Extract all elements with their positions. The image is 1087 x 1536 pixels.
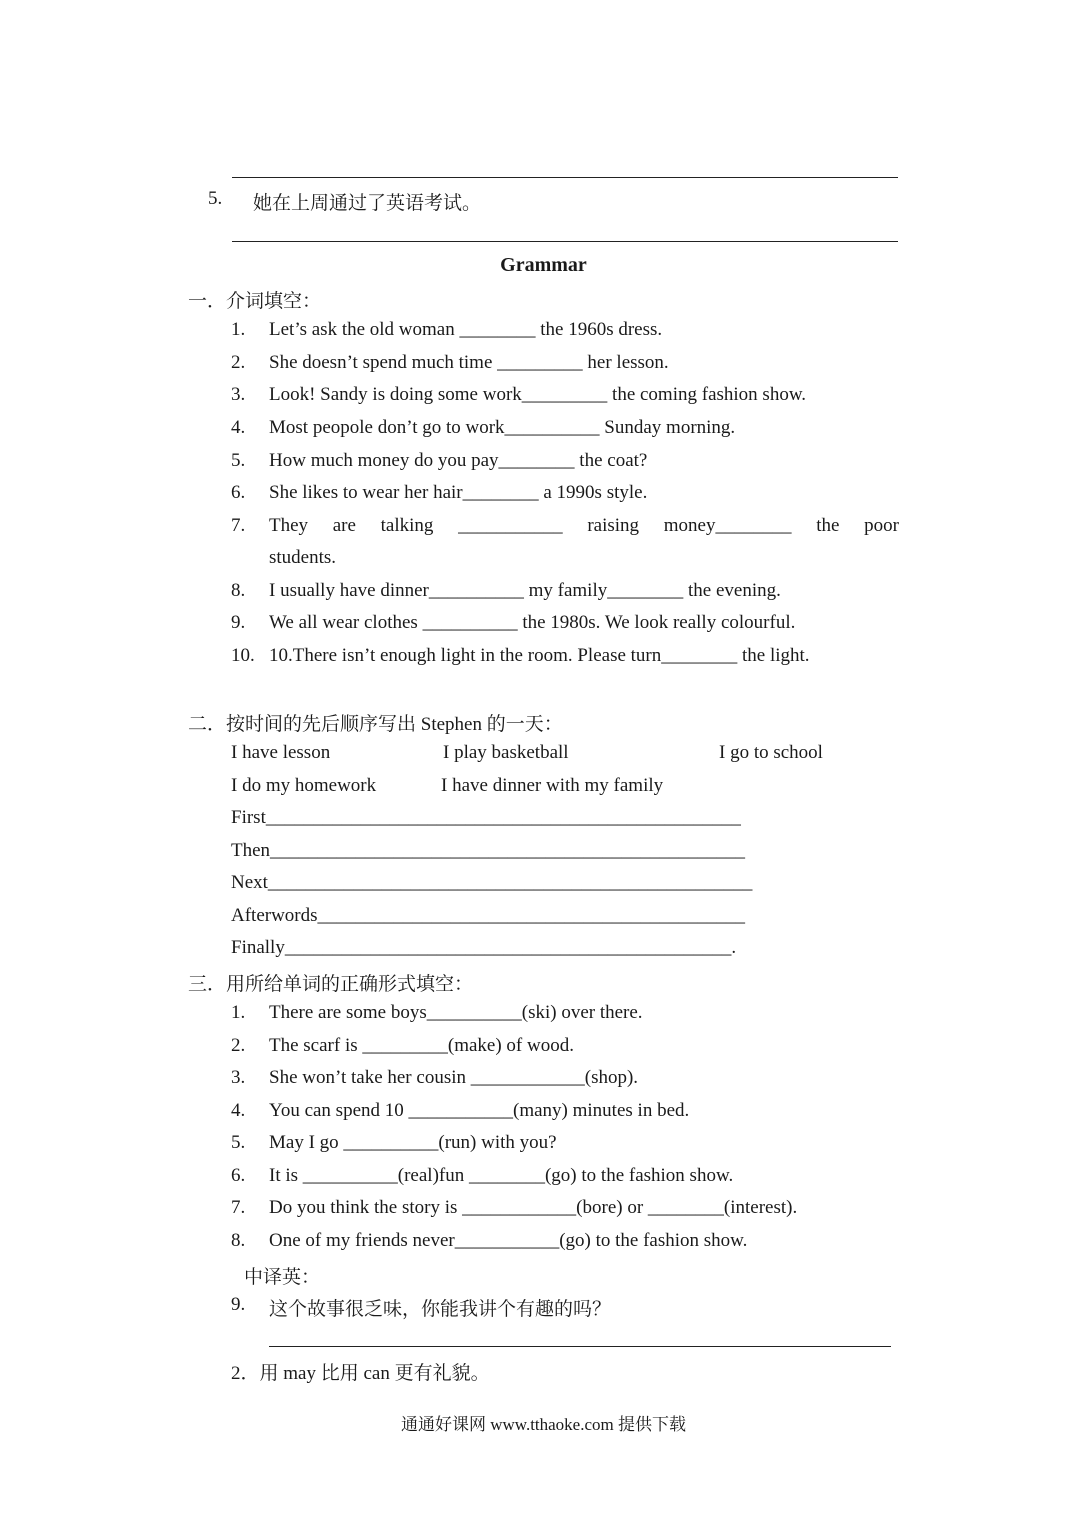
- item-text: She doesn’t spend much time _________ her lesson.: [269, 352, 669, 373]
- sequence-line-afterwords: Afterwords_____________________________________________: [231, 905, 746, 926]
- option-item: I do my homework: [231, 775, 377, 796]
- item-text: She likes to wear her hair________ a 1990s style.: [269, 482, 648, 503]
- sequence-line-then: Then__________________________________________________: [231, 840, 746, 861]
- item-text: May I go __________(run) with you?: [269, 1132, 557, 1153]
- item-text: How much money do you pay________ the coat?: [269, 450, 648, 471]
- item-number: 1.: [231, 1002, 246, 1023]
- word: poor: [864, 515, 899, 536]
- question-text: 这个故事很乏味，你能我讲个有趣的吗？: [269, 1299, 612, 1320]
- item-text: One of my friends never___________(go) to the fashion show.: [269, 1230, 748, 1251]
- option-item: I have dinner with my family: [441, 775, 664, 796]
- sequence-line-first: First__________________________________________________: [231, 807, 741, 828]
- item-number: 3.: [231, 1067, 246, 1088]
- answer-line: [269, 1346, 891, 1347]
- answer-line: [232, 177, 898, 178]
- item-text: There are some boys__________(ski) over there.: [269, 1002, 643, 1023]
- item-text-justified: [269, 515, 899, 537]
- sequence-line-next: Next___________________________________________________: [231, 872, 753, 893]
- section-heading: 一．介词填空：: [188, 291, 322, 312]
- question-text: 2．用 may 比用 can 更有礼貌。: [231, 1363, 490, 1384]
- item-number: 9.: [231, 612, 246, 633]
- item-text: She won’t take her cousin ____________(shop).: [269, 1067, 639, 1088]
- section-heading: 三．用所给单词的正确形式填空：: [188, 974, 474, 995]
- item-text: You can spend 10 ___________(many) minutes in bed.: [269, 1100, 690, 1121]
- option-item: I go to school: [719, 742, 823, 763]
- item-number: 2.: [231, 1035, 246, 1056]
- item-text: Let’s ask the old woman ________ the 1960s dress.: [269, 319, 663, 340]
- section-heading: 二．按时间的先后顺序写出 Stephen 的一天：: [188, 714, 563, 735]
- item-text: Do you think the story is ____________(bore) or ________(interest).: [269, 1197, 798, 1218]
- question-number: 5.: [208, 188, 223, 209]
- item-number: 5.: [231, 1132, 246, 1153]
- item-number: 6.: [231, 1165, 246, 1186]
- word: money________: [663, 515, 792, 536]
- item-number: 1.: [231, 319, 246, 340]
- word: ___________: [458, 515, 563, 536]
- item-text: It is __________(real)fun ________(go) to the fashion show.: [269, 1165, 734, 1186]
- word: the: [816, 515, 840, 536]
- item-text: Most peopole don’t go to work__________ Sunday morning.: [269, 417, 736, 438]
- option-item: I play basketball: [443, 742, 569, 763]
- item-number: 4.: [231, 417, 246, 438]
- word: talking: [380, 515, 434, 536]
- option-item: I have lesson: [231, 742, 331, 763]
- answer-line: [232, 241, 898, 242]
- item-number: 3.: [231, 384, 246, 405]
- item-text: The scarf is _________(make) of wood.: [269, 1035, 574, 1056]
- sequence-line-finally: Finally_______________________________________________.: [231, 937, 737, 958]
- translation-heading: 中译英：: [244, 1267, 321, 1288]
- item-number: 8.: [231, 580, 246, 601]
- item-text-continued: students.: [269, 547, 337, 568]
- item-number: 6.: [231, 482, 246, 503]
- item-text: Look! Sandy is doing some work_________ the coming fashion show.: [269, 384, 807, 405]
- page-footer: 通通好课网 www.tthaoke.com 提供下载: [400, 1415, 687, 1434]
- item-number: 9.: [231, 1294, 246, 1315]
- item-text: 10.There isn’t enough light in the room. Please turn________ the light.: [269, 645, 810, 666]
- section-title: Grammar: [500, 254, 587, 276]
- word: raising: [587, 515, 640, 536]
- item-number: 4.: [231, 1100, 246, 1121]
- item-number: 2.: [231, 352, 246, 373]
- item-number: 5.: [231, 450, 246, 471]
- question-text: 她在上周通过了英语考试。: [253, 193, 482, 214]
- item-number: 7.: [231, 1197, 246, 1218]
- item-text: I usually have dinner__________ my family________ the evening.: [269, 580, 781, 601]
- item-text: We all wear clothes __________ the 1980s. We look really colourful.: [269, 612, 796, 633]
- word: are: [332, 515, 356, 536]
- item-number: 10.: [231, 645, 255, 666]
- item-number: 7.: [231, 515, 246, 536]
- word: They: [269, 515, 309, 536]
- item-number: 8.: [231, 1230, 246, 1251]
